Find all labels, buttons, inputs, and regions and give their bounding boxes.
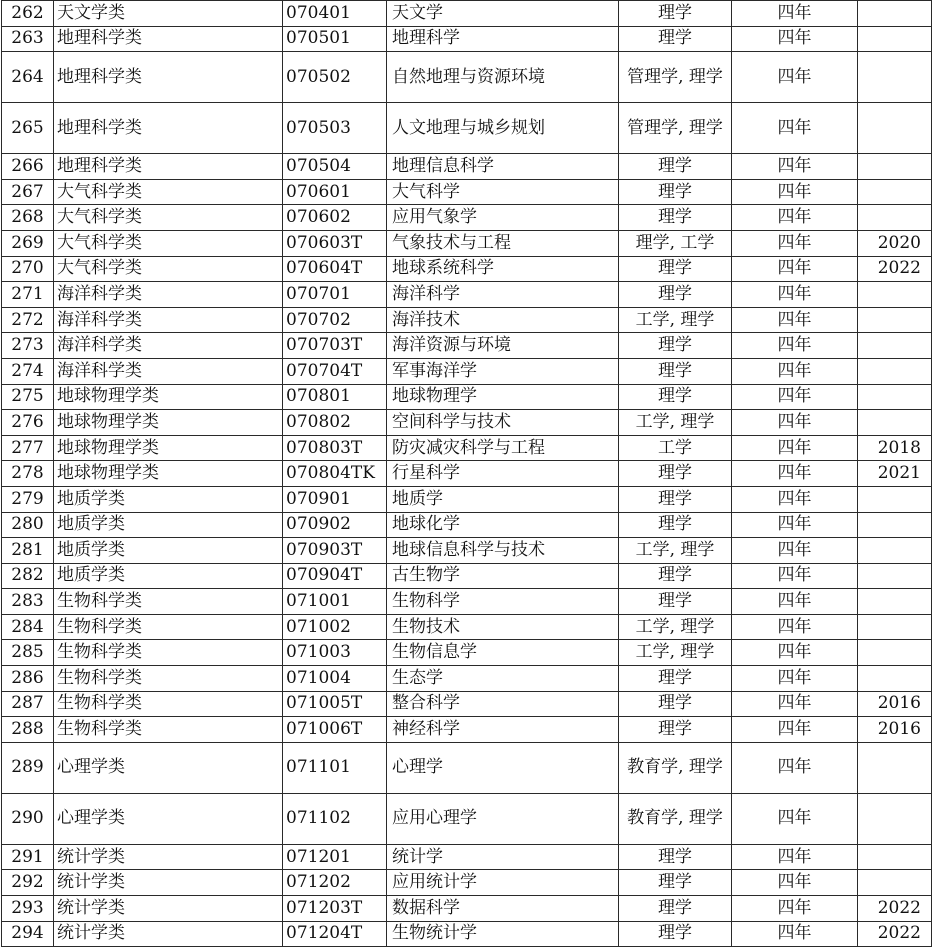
study-duration-cell: 四年 (732, 435, 858, 461)
added-year-cell (858, 844, 932, 870)
degree-type-cell: 理学 (619, 844, 732, 870)
row-number-cell: 267 (2, 179, 54, 205)
degree-type-cell: 理学 (619, 384, 732, 410)
major-category-cell: 地理科学类 (54, 52, 283, 103)
major-category-cell: 地质学类 (54, 486, 283, 512)
major-name-cell: 古生物学 (387, 563, 619, 589)
row-number-cell: 286 (2, 666, 54, 692)
degree-type-cell: 教育学, 理学 (619, 742, 732, 793)
row-number-cell: 273 (2, 333, 54, 359)
major-name-cell: 行星科学 (387, 461, 619, 487)
degree-type-cell: 理学 (619, 256, 732, 282)
major-code-cell: 071005T (283, 691, 387, 717)
table-row (2, 921, 932, 947)
degree-type-cell: 理学 (619, 486, 732, 512)
major-code-cell: 071201 (283, 844, 387, 870)
added-year-cell (858, 512, 932, 538)
table-row (2, 461, 932, 487)
major-name-cell: 地理信息科学 (387, 154, 619, 180)
study-duration-cell: 四年 (732, 614, 858, 640)
major-code-cell: 070701 (283, 282, 387, 308)
study-duration-cell: 四年 (732, 870, 858, 896)
major-code-cell: 071204T (283, 921, 387, 947)
major-catalog-table-container (1, 0, 931, 947)
major-code-cell: 070704T (283, 358, 387, 384)
major-name-cell: 防灾减灾科学与工程 (387, 435, 619, 461)
row-number-cell: 288 (2, 717, 54, 743)
major-name-cell: 整合科学 (387, 691, 619, 717)
added-year-cell: 2021 (858, 461, 932, 487)
major-name-cell: 生态学 (387, 666, 619, 692)
study-duration-cell: 四年 (732, 640, 858, 666)
study-duration-cell: 四年 (732, 1, 858, 27)
major-name-cell: 军事海洋学 (387, 358, 619, 384)
table-row (2, 666, 932, 692)
major-category-cell: 海洋科学类 (54, 358, 283, 384)
major-category-cell: 天文学类 (54, 1, 283, 27)
major-code-cell: 070504 (283, 154, 387, 180)
major-code-cell: 071004 (283, 666, 387, 692)
table-row (2, 844, 932, 870)
study-duration-cell: 四年 (732, 512, 858, 538)
degree-type-cell: 理学 (619, 154, 732, 180)
added-year-cell (858, 589, 932, 615)
added-year-cell (858, 640, 932, 666)
major-code-cell: 071102 (283, 793, 387, 844)
major-code-cell: 070604T (283, 256, 387, 282)
major-category-cell: 大气科学类 (54, 256, 283, 282)
row-number-cell: 284 (2, 614, 54, 640)
degree-type-cell: 理学 (619, 26, 732, 52)
study-duration-cell: 四年 (732, 333, 858, 359)
added-year-cell (858, 103, 932, 154)
row-number-cell: 276 (2, 410, 54, 436)
added-year-cell: 2022 (858, 921, 932, 947)
added-year-cell (858, 52, 932, 103)
major-category-cell: 大气科学类 (54, 179, 283, 205)
table-row (2, 205, 932, 231)
study-duration-cell: 四年 (732, 589, 858, 615)
major-name-cell: 空间科学与技术 (387, 410, 619, 436)
degree-type-cell: 理学 (619, 333, 732, 359)
table-row (2, 538, 932, 564)
study-duration-cell: 四年 (732, 461, 858, 487)
degree-type-cell: 工学, 理学 (619, 410, 732, 436)
table-row (2, 307, 932, 333)
added-year-cell (858, 538, 932, 564)
degree-type-cell: 理学 (619, 512, 732, 538)
added-year-cell: 2018 (858, 435, 932, 461)
added-year-cell: 2022 (858, 896, 932, 922)
table-row (2, 282, 932, 308)
added-year-cell (858, 282, 932, 308)
row-number-cell: 277 (2, 435, 54, 461)
row-number-cell: 268 (2, 205, 54, 231)
major-category-cell: 地质学类 (54, 512, 283, 538)
major-category-cell: 生物科学类 (54, 589, 283, 615)
table-row (2, 870, 932, 896)
major-category-cell: 统计学类 (54, 870, 283, 896)
table-row (2, 742, 932, 793)
major-name-cell: 应用统计学 (387, 870, 619, 896)
major-category-cell: 统计学类 (54, 921, 283, 947)
major-category-cell: 地球物理学类 (54, 410, 283, 436)
degree-type-cell: 理学, 工学 (619, 230, 732, 256)
table-row (2, 486, 932, 512)
row-number-cell: 269 (2, 230, 54, 256)
major-code-cell: 071101 (283, 742, 387, 793)
study-duration-cell: 四年 (732, 205, 858, 231)
major-category-cell: 海洋科学类 (54, 333, 283, 359)
major-category-cell: 生物科学类 (54, 666, 283, 692)
degree-type-cell: 理学 (619, 870, 732, 896)
table-row (2, 154, 932, 180)
major-code-cell: 070601 (283, 179, 387, 205)
added-year-cell: 2016 (858, 717, 932, 743)
major-code-cell: 070602 (283, 205, 387, 231)
major-name-cell: 心理学 (387, 742, 619, 793)
row-number-cell: 275 (2, 384, 54, 410)
major-category-cell: 地理科学类 (54, 26, 283, 52)
row-number-cell: 265 (2, 103, 54, 154)
major-category-cell: 生物科学类 (54, 640, 283, 666)
major-category-cell: 生物科学类 (54, 717, 283, 743)
major-code-cell: 070502 (283, 52, 387, 103)
major-name-cell: 地球物理学 (387, 384, 619, 410)
study-duration-cell: 四年 (732, 538, 858, 564)
degree-type-cell: 理学 (619, 691, 732, 717)
added-year-cell (858, 333, 932, 359)
row-number-cell: 278 (2, 461, 54, 487)
major-code-cell: 070902 (283, 512, 387, 538)
table-row (2, 589, 932, 615)
added-year-cell: 2022 (858, 256, 932, 282)
degree-type-cell: 工学 (619, 435, 732, 461)
major-name-cell: 应用气象学 (387, 205, 619, 231)
degree-type-cell: 理学 (619, 896, 732, 922)
major-code-cell: 070803T (283, 435, 387, 461)
added-year-cell (858, 1, 932, 27)
major-category-cell: 地球物理学类 (54, 384, 283, 410)
study-duration-cell: 四年 (732, 52, 858, 103)
row-number-cell: 274 (2, 358, 54, 384)
major-code-cell: 070901 (283, 486, 387, 512)
study-duration-cell: 四年 (732, 179, 858, 205)
major-code-cell: 070903T (283, 538, 387, 564)
study-duration-cell: 四年 (732, 358, 858, 384)
added-year-cell (858, 410, 932, 436)
study-duration-cell: 四年 (732, 742, 858, 793)
major-category-cell: 统计学类 (54, 844, 283, 870)
major-code-cell: 071003 (283, 640, 387, 666)
table-row (2, 793, 932, 844)
degree-type-cell: 理学 (619, 1, 732, 27)
added-year-cell (858, 793, 932, 844)
major-name-cell: 气象技术与工程 (387, 230, 619, 256)
study-duration-cell: 四年 (732, 666, 858, 692)
row-number-cell: 271 (2, 282, 54, 308)
added-year-cell (858, 486, 932, 512)
study-duration-cell: 四年 (732, 717, 858, 743)
study-duration-cell: 四年 (732, 844, 858, 870)
major-name-cell: 地球化学 (387, 512, 619, 538)
table-row (2, 691, 932, 717)
study-duration-cell: 四年 (732, 793, 858, 844)
major-code-cell: 070904T (283, 563, 387, 589)
row-number-cell: 266 (2, 154, 54, 180)
major-code-cell: 071001 (283, 589, 387, 615)
table-row (2, 230, 932, 256)
added-year-cell (858, 26, 932, 52)
major-name-cell: 天文学 (387, 1, 619, 27)
degree-type-cell: 工学, 理学 (619, 307, 732, 333)
major-code-cell: 070703T (283, 333, 387, 359)
major-category-cell: 心理学类 (54, 742, 283, 793)
major-name-cell: 大气科学 (387, 179, 619, 205)
study-duration-cell: 四年 (732, 691, 858, 717)
major-category-cell: 地球物理学类 (54, 435, 283, 461)
study-duration-cell: 四年 (732, 26, 858, 52)
added-year-cell (858, 384, 932, 410)
major-code-cell: 070401 (283, 1, 387, 27)
table-row (2, 896, 932, 922)
row-number-cell: 289 (2, 742, 54, 793)
row-number-cell: 291 (2, 844, 54, 870)
major-name-cell: 生物信息学 (387, 640, 619, 666)
major-name-cell: 地球系统科学 (387, 256, 619, 282)
row-number-cell: 280 (2, 512, 54, 538)
table-row (2, 512, 932, 538)
table-row (2, 179, 932, 205)
study-duration-cell: 四年 (732, 230, 858, 256)
table-row (2, 52, 932, 103)
table-row (2, 717, 932, 743)
degree-type-cell: 教育学, 理学 (619, 793, 732, 844)
major-category-cell: 地理科学类 (54, 154, 283, 180)
major-catalog-table (1, 0, 932, 947)
degree-type-cell: 理学 (619, 205, 732, 231)
major-name-cell: 海洋技术 (387, 307, 619, 333)
major-name-cell: 海洋资源与环境 (387, 333, 619, 359)
degree-type-cell: 工学, 理学 (619, 538, 732, 564)
study-duration-cell: 四年 (732, 563, 858, 589)
table-body (2, 1, 932, 947)
major-name-cell: 海洋科学 (387, 282, 619, 308)
major-name-cell: 人文地理与城乡规划 (387, 103, 619, 154)
degree-type-cell: 管理学, 理学 (619, 52, 732, 103)
study-duration-cell: 四年 (732, 103, 858, 154)
table-row (2, 435, 932, 461)
major-code-cell: 070801 (283, 384, 387, 410)
row-number-cell: 283 (2, 589, 54, 615)
major-name-cell: 数据科学 (387, 896, 619, 922)
added-year-cell (858, 205, 932, 231)
table-row (2, 384, 932, 410)
major-category-cell: 海洋科学类 (54, 307, 283, 333)
added-year-cell (858, 614, 932, 640)
major-category-cell: 生物科学类 (54, 614, 283, 640)
study-duration-cell: 四年 (732, 921, 858, 947)
degree-type-cell: 工学, 理学 (619, 614, 732, 640)
major-code-cell: 071202 (283, 870, 387, 896)
table-row (2, 256, 932, 282)
table-row (2, 358, 932, 384)
row-number-cell: 287 (2, 691, 54, 717)
major-code-cell: 070702 (283, 307, 387, 333)
added-year-cell: 2016 (858, 691, 932, 717)
major-category-cell: 大气科学类 (54, 205, 283, 231)
added-year-cell (858, 154, 932, 180)
table-row (2, 614, 932, 640)
table-row (2, 26, 932, 52)
major-code-cell: 070802 (283, 410, 387, 436)
row-number-cell: 293 (2, 896, 54, 922)
degree-type-cell: 理学 (619, 179, 732, 205)
added-year-cell (858, 307, 932, 333)
study-duration-cell: 四年 (732, 154, 858, 180)
added-year-cell (858, 179, 932, 205)
major-name-cell: 神经科学 (387, 717, 619, 743)
table-row (2, 103, 932, 154)
major-code-cell: 071002 (283, 614, 387, 640)
major-code-cell: 070804TK (283, 461, 387, 487)
major-name-cell: 地理科学 (387, 26, 619, 52)
major-name-cell: 统计学 (387, 844, 619, 870)
row-number-cell: 294 (2, 921, 54, 947)
row-number-cell: 292 (2, 870, 54, 896)
major-category-cell: 心理学类 (54, 793, 283, 844)
major-code-cell: 070603T (283, 230, 387, 256)
row-number-cell: 264 (2, 52, 54, 103)
added-year-cell (858, 870, 932, 896)
degree-type-cell: 理学 (619, 358, 732, 384)
row-number-cell: 282 (2, 563, 54, 589)
row-number-cell: 290 (2, 793, 54, 844)
major-code-cell: 070503 (283, 103, 387, 154)
major-code-cell: 071006T (283, 717, 387, 743)
study-duration-cell: 四年 (732, 256, 858, 282)
added-year-cell (858, 666, 932, 692)
table-row (2, 640, 932, 666)
degree-type-cell: 理学 (619, 589, 732, 615)
degree-type-cell: 理学 (619, 666, 732, 692)
study-duration-cell: 四年 (732, 307, 858, 333)
degree-type-cell: 理学 (619, 921, 732, 947)
degree-type-cell: 管理学, 理学 (619, 103, 732, 154)
major-category-cell: 大气科学类 (54, 230, 283, 256)
major-name-cell: 应用心理学 (387, 793, 619, 844)
degree-type-cell: 理学 (619, 717, 732, 743)
study-duration-cell: 四年 (732, 384, 858, 410)
major-name-cell: 生物统计学 (387, 921, 619, 947)
table-row (2, 1, 932, 27)
row-number-cell: 285 (2, 640, 54, 666)
major-code-cell: 070501 (283, 26, 387, 52)
major-category-cell: 地质学类 (54, 563, 283, 589)
row-number-cell: 263 (2, 26, 54, 52)
major-category-cell: 生物科学类 (54, 691, 283, 717)
degree-type-cell: 理学 (619, 461, 732, 487)
major-name-cell: 生物技术 (387, 614, 619, 640)
major-category-cell: 地球物理学类 (54, 461, 283, 487)
study-duration-cell: 四年 (732, 282, 858, 308)
row-number-cell: 279 (2, 486, 54, 512)
table-row (2, 563, 932, 589)
row-number-cell: 272 (2, 307, 54, 333)
major-category-cell: 地理科学类 (54, 103, 283, 154)
added-year-cell (858, 563, 932, 589)
study-duration-cell: 四年 (732, 410, 858, 436)
major-category-cell: 统计学类 (54, 896, 283, 922)
major-name-cell: 地质学 (387, 486, 619, 512)
added-year-cell: 2020 (858, 230, 932, 256)
major-name-cell: 自然地理与资源环境 (387, 52, 619, 103)
added-year-cell (858, 742, 932, 793)
table-row (2, 333, 932, 359)
major-name-cell: 地球信息科学与技术 (387, 538, 619, 564)
row-number-cell: 262 (2, 1, 54, 27)
row-number-cell: 270 (2, 256, 54, 282)
major-category-cell: 地质学类 (54, 538, 283, 564)
degree-type-cell: 工学, 理学 (619, 640, 732, 666)
table-row (2, 410, 932, 436)
study-duration-cell: 四年 (732, 486, 858, 512)
study-duration-cell: 四年 (732, 896, 858, 922)
major-name-cell: 生物科学 (387, 589, 619, 615)
degree-type-cell: 理学 (619, 282, 732, 308)
added-year-cell (858, 358, 932, 384)
degree-type-cell: 理学 (619, 563, 732, 589)
major-category-cell: 海洋科学类 (54, 282, 283, 308)
major-code-cell: 071203T (283, 896, 387, 922)
row-number-cell: 281 (2, 538, 54, 564)
